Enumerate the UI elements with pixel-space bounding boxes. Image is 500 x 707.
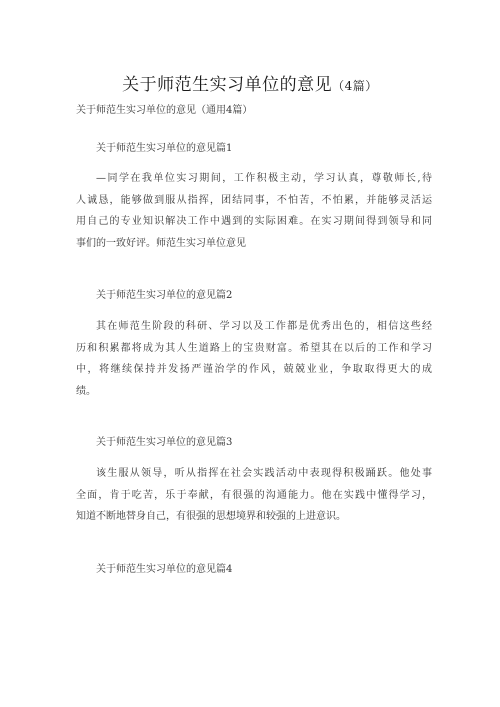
title-suffix: （4篇）: [332, 79, 378, 93]
section-heading-3: 关于师范生实习单位的意见篇3: [96, 437, 233, 448]
section-heading-4: 关于师范生实习单位的意见篇4: [96, 564, 233, 575]
body-line: 绩。: [76, 385, 96, 397]
body-line: 历和积累都将成为其人生道路上的宝贵财富。希望其在以后的工作和学习: [76, 342, 432, 354]
section-body-2: [76, 316, 432, 402]
title-main: 关于师范生实习单位的意见: [122, 75, 333, 95]
body-line: —同学在我单位实习期间，工作积极主动，学习认真，尊敬师长,待: [96, 173, 432, 184]
body-line: 该生服从领导，听从指挥在社会实践活动中表现得积极踊跃。他处事: [96, 468, 432, 479]
body-line: 事们的一致好评。师范生实习单位意见: [76, 237, 246, 249]
document-subtitle: 关于师范生实习单位的意见（通用4篇）: [76, 105, 253, 116]
section-body-3: [76, 463, 432, 528]
section-body-1: [76, 168, 432, 254]
body-line: 知道不断地替身自己，有很强的思想境界和较强的上进意识。: [76, 511, 346, 522]
body-line: 人诚恳，能够做到服从指挥，团结同事，不怕苦，不怕累，并能够灵活运: [76, 194, 432, 206]
body-line: 其在师范生阶段的科研、学习以及工作都是优秀出色的，相信这些经: [96, 321, 432, 332]
section-heading-1: 关于师范生实习单位的意见篇1: [96, 143, 233, 154]
body-line: 中，将继续保持并发扬严谨治学的作风，兢兢业业，争取取得更大的成: [76, 364, 432, 375]
body-line: 用自己的专业知识解决工作中遇到的实际困难。在实习期间得到领导和同: [76, 216, 432, 227]
section-heading-2: 关于师范生实习单位的意见篇2: [96, 290, 233, 301]
body-line: 全面，肯于吃苦，乐于奉献，有很强的沟通能力。他在实践中懂得学习，: [76, 489, 432, 501]
document-title: [0, 70, 500, 95]
